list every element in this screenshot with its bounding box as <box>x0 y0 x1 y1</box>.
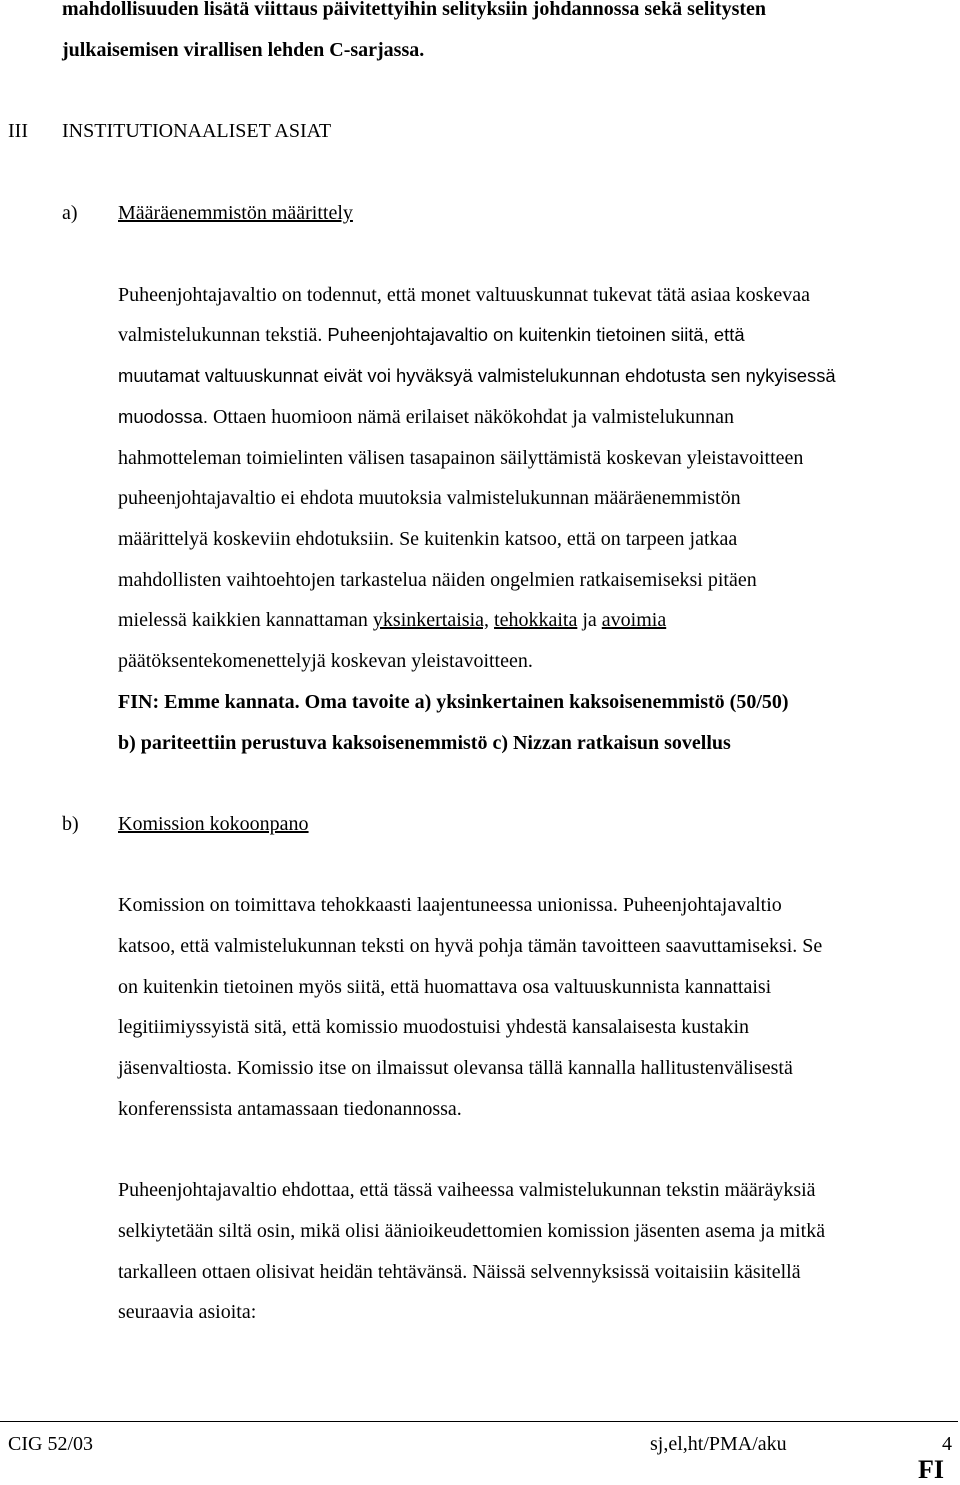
top-paragraph-line: julkaisemisen virallisen lehden C-sarjassa. <box>62 39 425 61</box>
paragraph-line: Puheenjohtajavaltio on todennut, että monet valtuuskunnat tukevat tätä asiaa koskevaa <box>118 284 811 306</box>
footer-initials: sj,el,ht/PMA/aku <box>650 1433 787 1455</box>
paragraph-line: seuraavia asioita: <box>118 1301 257 1323</box>
paragraph-line: on kuitenkin tietoinen myös siitä, että huomattava osa valtuuskunnista kannattaisi <box>118 976 772 998</box>
text-span: määrittelyä koskeviin ehdotuksiin. <box>118 528 395 550</box>
paragraph-line: hahmotteleman toimielinten välisen tasapainon säilyttämistä koskevan yleistavoitteen <box>118 447 804 469</box>
section-title: INSTITUTIONAALISET ASIAT <box>62 120 332 142</box>
text-span-sans: Puheenjohtajavaltio on kuitenkin tietoinen siitä, että <box>327 324 745 345</box>
footer-doc-ref: CIG 52/03 <box>8 1433 93 1455</box>
footer-divider <box>0 1421 958 1422</box>
text-span: valmistelukunnan tekstiä. <box>118 324 323 346</box>
text-span: Ottaen huomioon nämä erilaiset näkökohdat ja valmistelukunnan <box>212 406 734 428</box>
paragraph-line: puheenjohtajavaltio ei ehdota muutoksia valmistelukunnan määräenemmistön <box>118 487 741 509</box>
footer-language-code: FI <box>918 1455 944 1484</box>
paragraph-line <box>118 405 734 429</box>
footer-page-number: 4 <box>942 1433 952 1455</box>
text-span: mielessä kaikkien kannattaman <box>118 609 368 631</box>
section-number: III <box>8 120 28 142</box>
paragraph-line: muutamat valtuuskunnat eivät voi hyväksyä valmistelukunnan ehdotusta sen nykyisessä <box>118 365 836 386</box>
paragraph-line: katsoo, että valmistelukunnan teksti on hyvä pohja tämän tavoitteen saavuttamiseksi. Se <box>118 935 823 957</box>
paragraph-line <box>118 323 745 347</box>
paragraph-line: tarkalleen ottaen olisivat heidän tehtävänsä. Näissä selvennyksissä voitaisiin käsitellä <box>118 1261 801 1283</box>
top-paragraph-line: mahdollisuuden lisätä viittaus päivitettyihin selityksiin johdannossa sekä selitysten <box>62 0 767 20</box>
fin-comment-line: FIN: Emme kannata. Oma tavoite a) yksinkertainen kaksoisenemmistö (50/50) <box>118 691 789 713</box>
paragraph-line: jäsenvaltiosta. Komissio itse on ilmaissut olevansa tällä kannalla hallitustenvälisestä <box>118 1057 793 1079</box>
paragraph-line: Komission on toimittava tehokkaasti laajentuneessa unionissa. Puheenjohtajavaltio <box>118 894 782 916</box>
fin-comment-line: b) pariteettiin perustuva kaksoisenemmistö c) Nizzan ratkaisun sovellus <box>118 732 731 754</box>
subsection-b-title: Komission kokoonpano <box>118 813 309 835</box>
subsection-a-label: a) <box>62 202 78 224</box>
paragraph-line: legitiimiyssyistä sitä, että komissio muodostuisi yhdestä kansalaisesta kustakin <box>118 1016 750 1038</box>
text-span: Se kuitenkin katsoo, että on tarpeen jatkaa <box>399 528 738 550</box>
subsection-a-title: Määräenemmistön määrittely <box>118 202 353 224</box>
underlined-term: yksinkertaisia, <box>372 609 490 631</box>
underlined-term: tehokkaita <box>494 609 578 631</box>
paragraph-line: konferenssista antamassaan tiedonannossa. <box>118 1098 462 1120</box>
text-span: ja <box>582 609 597 631</box>
paragraph-line: selkiytetään siltä osin, mikä olisi äänioikeudettomien komission jäsenten asema ja mitkä <box>118 1220 826 1242</box>
paragraph-line <box>118 608 666 632</box>
paragraph-line: Puheenjohtajavaltio ehdottaa, että tässä vaiheessa valmistelukunnan tekstin määräyksiä <box>118 1179 816 1201</box>
paragraph-line: mahdollisten vaihtoehtojen tarkastelua näiden ongelmien ratkaisemiseksi pitäen <box>118 569 757 591</box>
text-span-sans: muodossa. <box>118 406 208 427</box>
underlined-term: avoimia <box>601 609 667 631</box>
subsection-b-label: b) <box>62 813 79 835</box>
paragraph-line: päätöksentekomenettelyjä koskevan yleistavoitteen. <box>118 650 533 672</box>
paragraph-line <box>118 527 737 551</box>
